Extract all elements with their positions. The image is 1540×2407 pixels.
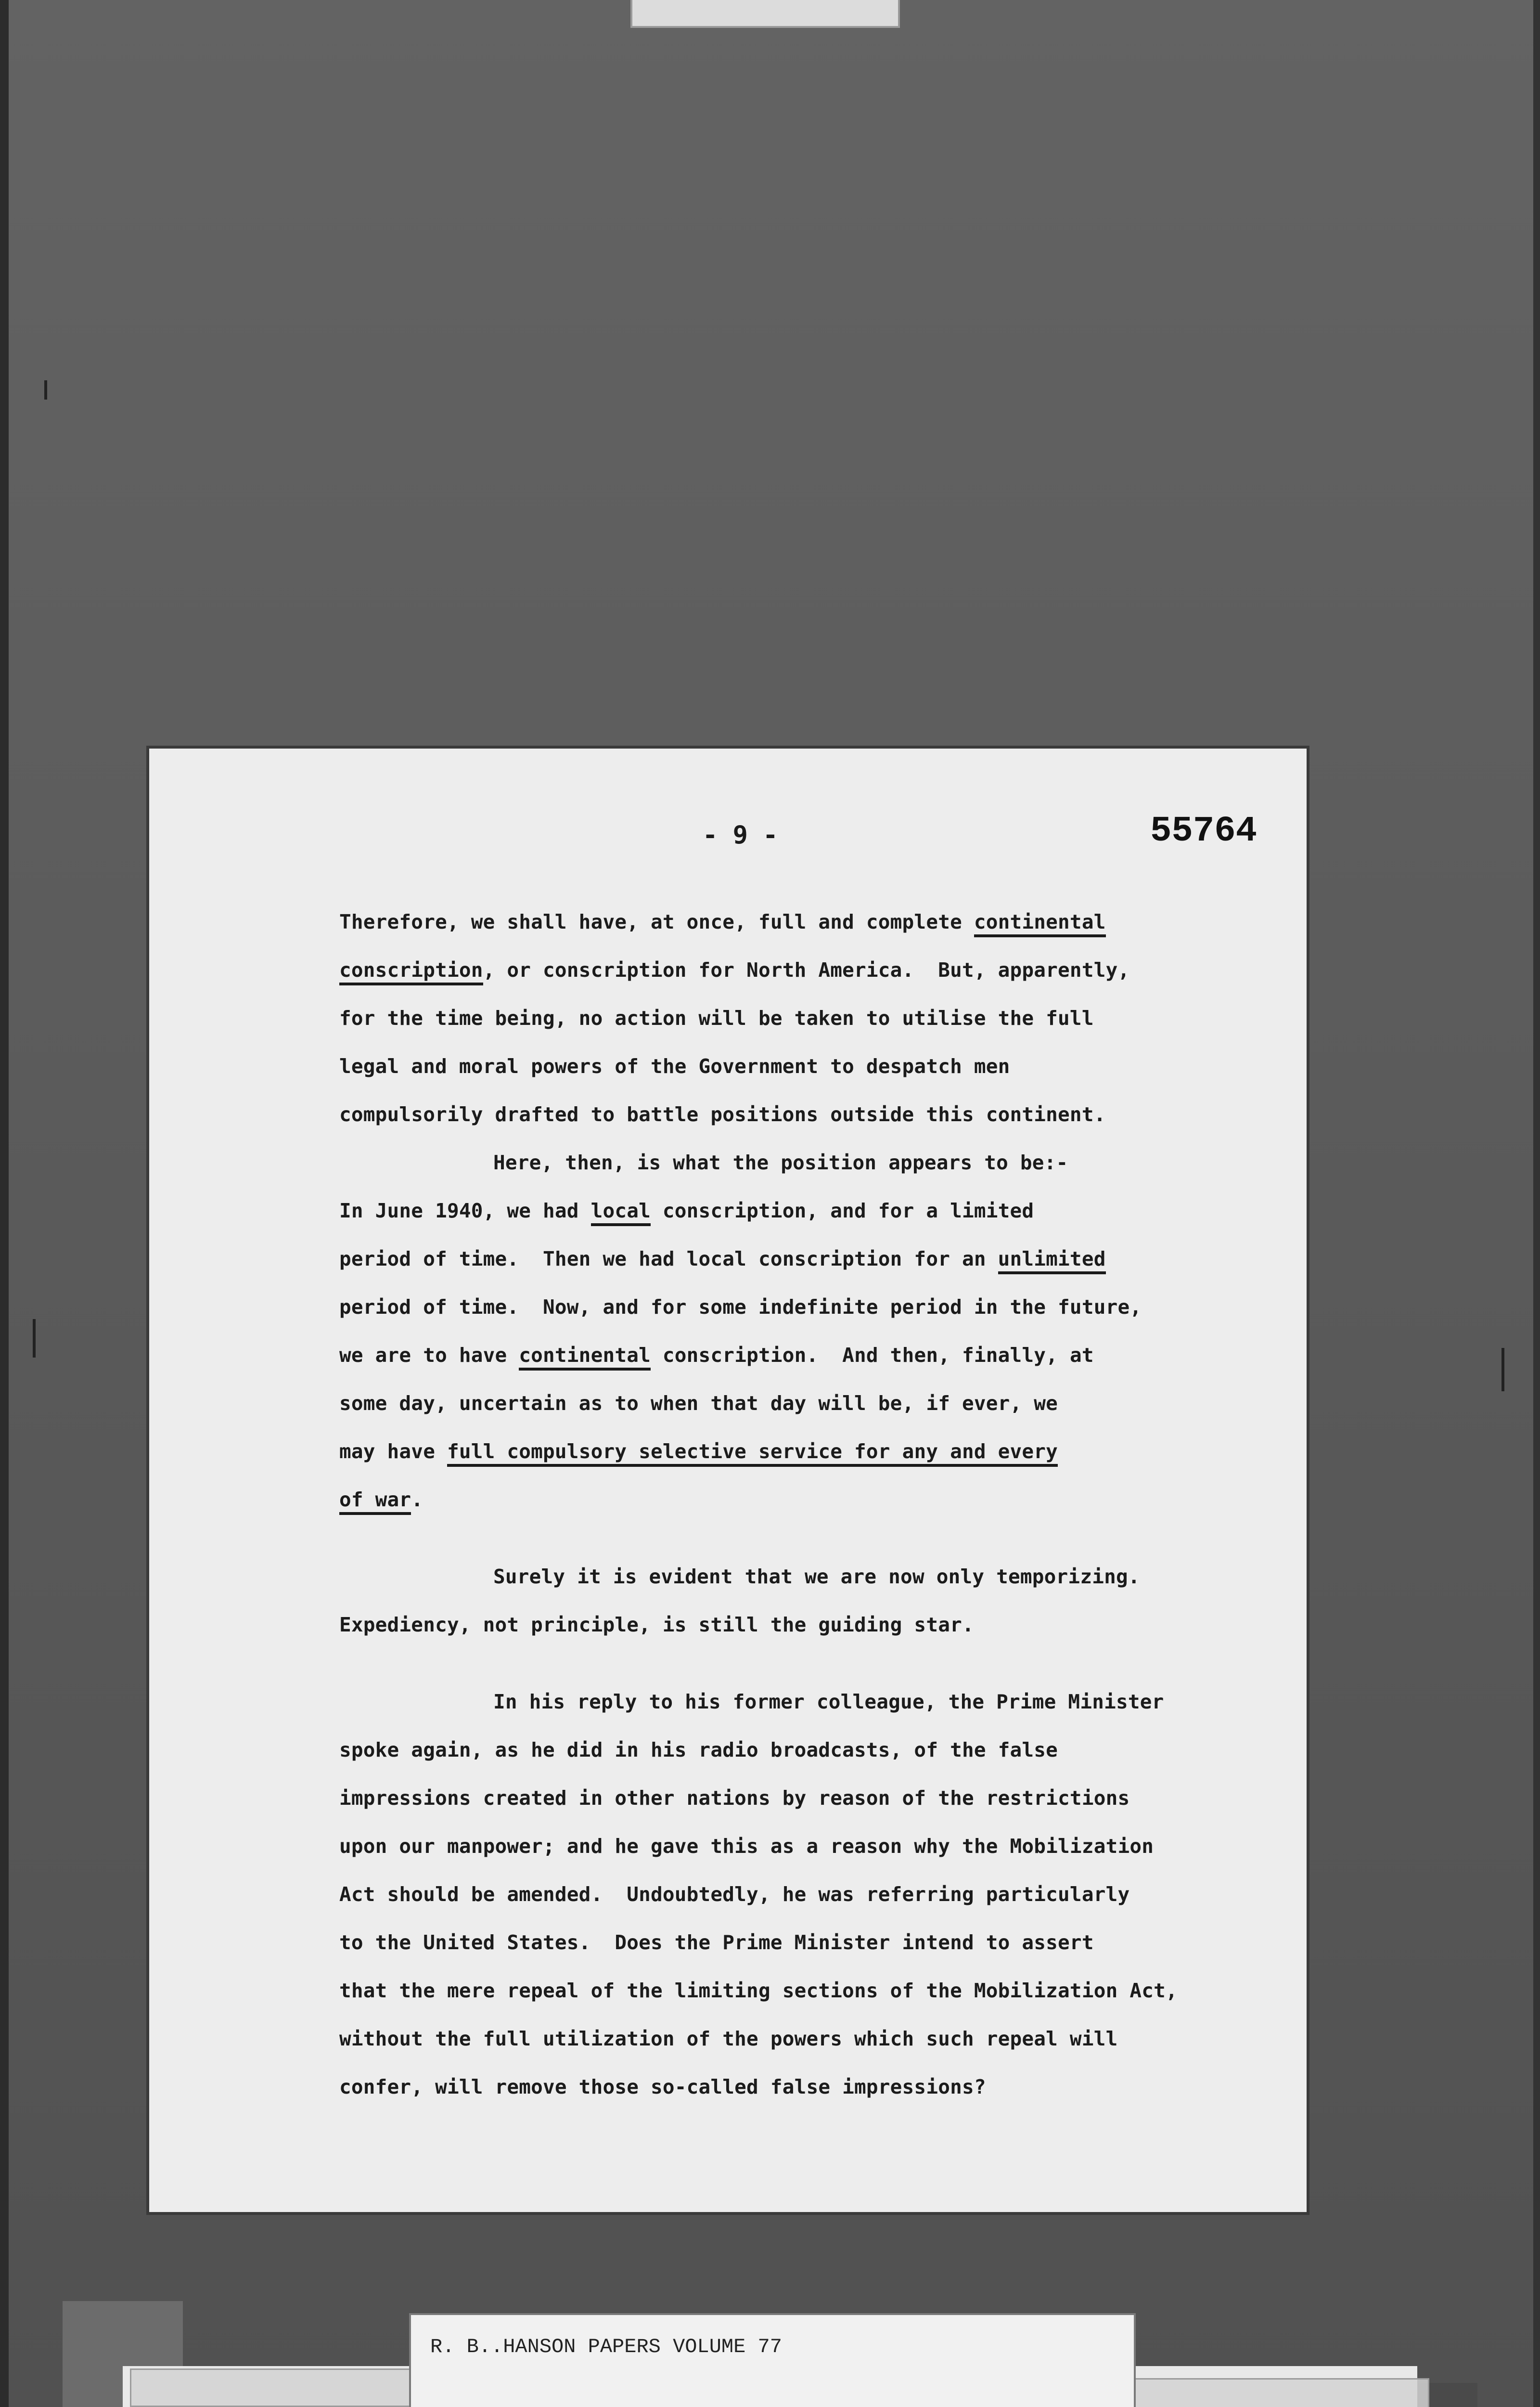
text-segment: period of time. Then we had local conscription for an: [339, 1247, 998, 1270]
top-paper-tab: [630, 0, 900, 28]
text-segment: conscription, and for a limited: [651, 1199, 1034, 1222]
film-scratch: [1502, 1348, 1504, 1391]
text-line: [339, 1918, 1254, 1967]
text-segment: may have: [339, 1440, 447, 1463]
text-line: [339, 1601, 1254, 1649]
text-segment: spoke again, as he did in his radio broadcasts, of the false: [339, 1738, 1058, 1761]
text-segment: that the mere repeal of the limiting sections of the Mobilization Act,: [339, 1979, 1178, 2002]
text-segment: impressions created in other nations by reason of the restrictions: [339, 1786, 1130, 1810]
text-line: [339, 1042, 1254, 1090]
text-segment: without the full utilization of the powers which such repeal will: [339, 2027, 1118, 2050]
text-line: [339, 1774, 1254, 1822]
text-line: [339, 1822, 1254, 1870]
underlined-text: continental: [519, 1344, 651, 1371]
text-line: [339, 1678, 1254, 1726]
text-segment: Surely it is evident that we are now only temporizing.: [493, 1565, 1140, 1588]
underlined-text: of war: [339, 1488, 411, 1515]
underlined-text: continental: [974, 910, 1106, 937]
text-segment: conscription. And then, finally, at: [651, 1344, 1094, 1367]
text-segment: Here, then, is what the position appears to be:-: [493, 1151, 1068, 1174]
text-segment: we are to have: [339, 1344, 519, 1367]
text-line: [339, 946, 1254, 994]
text-line: [339, 1427, 1254, 1475]
text-line: [339, 1870, 1254, 1918]
text-line: [339, 1331, 1254, 1379]
text-line: [339, 1553, 1254, 1601]
collection-label: [409, 2313, 1136, 2407]
typewritten-body: [339, 898, 1254, 2111]
underlined-text: full compulsory selective service for any and every: [447, 1440, 1058, 1467]
text-line: [339, 1139, 1254, 1187]
text-line: [339, 1187, 1254, 1235]
text-segment: , or conscription for North America. But, apparently,: [483, 958, 1130, 982]
film-scratch: [44, 380, 47, 400]
document-number: 55764: [1150, 811, 1258, 852]
text-line: [339, 994, 1254, 1042]
text-segment: some day, uncertain as to when that day will be, if ever, we: [339, 1392, 1058, 1415]
text-segment: upon our manpower; and he gave this as a reason why the Mobilization: [339, 1835, 1154, 1858]
text-line: [339, 1379, 1254, 1427]
underlined-text: local: [591, 1199, 651, 1226]
film-scratch: [33, 1319, 36, 1358]
page-number: - 9 -: [703, 821, 778, 850]
text-segment: Therefore, we shall have, at once, full and complete: [339, 910, 974, 933]
text-line: [339, 898, 1254, 946]
text-segment: In his reply to his former colleague, the Prime Minister: [493, 1690, 1164, 1713]
underlined-text: unlimited: [998, 1247, 1106, 1274]
text-segment: for the time being, no action will be taken to utilise the full: [339, 1007, 1094, 1030]
text-segment: confer, will remove those so-called false impressions?: [339, 2075, 986, 2098]
paragraph-gap: [339, 1524, 1254, 1553]
film-edge-left: [0, 0, 9, 2407]
text-segment: compulsorily drafted to battle positions outside this continent.: [339, 1103, 1106, 1126]
text-line: [339, 1235, 1254, 1283]
text-segment: period of time. Now, and for some indefinite period in the future,: [339, 1295, 1142, 1319]
text-segment: Act should be amended. Undoubtedly, he was referring particularly: [339, 1883, 1130, 1906]
text-segment: In June 1940, we had: [339, 1199, 591, 1222]
document-page: [149, 749, 1307, 2212]
text-line: [339, 1726, 1254, 1774]
text-line: [339, 1283, 1254, 1331]
text-line: [339, 1967, 1254, 2015]
text-segment: legal and moral powers of the Government to despatch men: [339, 1055, 1010, 1078]
text-line: [339, 2063, 1254, 2111]
collection-label-text: R. B..HANSON PAPERS VOLUME 77: [430, 2335, 782, 2358]
underlined-text: conscription: [339, 958, 483, 985]
paragraph-gap: [339, 1649, 1254, 1678]
text-segment: Expediency, not principle, is still the guiding star.: [339, 1613, 974, 1636]
text-segment: .: [411, 1488, 424, 1511]
text-line: [339, 1475, 1254, 1524]
text-line: [339, 2015, 1254, 2063]
film-edge-right: [1533, 0, 1540, 2407]
text-line: [339, 1090, 1254, 1139]
text-segment: to the United States. Does the Prime Minister intend to assert: [339, 1931, 1094, 1954]
